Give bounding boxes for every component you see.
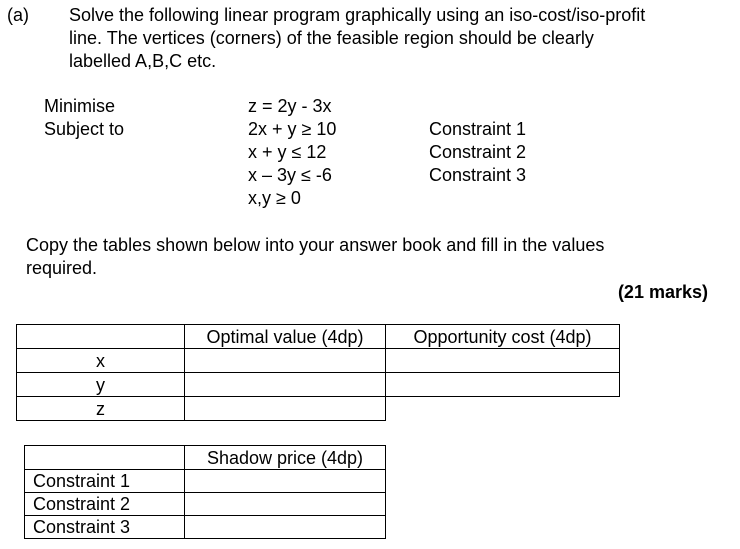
table-row (25, 470, 386, 493)
copy-tables-line-2: required. (26, 258, 98, 278)
constraint-2-expr: x + y ≤ 12 (248, 142, 327, 162)
row-label-constraint-3: Constraint 3 (25, 516, 185, 539)
table-row (17, 373, 620, 397)
instruction-line-1: Solve the following linear program graphically using an iso-cost/iso-profit (69, 5, 646, 25)
constraint-1-label: Constraint 1 (429, 119, 527, 139)
optimal-value-table (16, 324, 620, 421)
table-cell[interactable] (17, 325, 185, 349)
table-cell[interactable] (185, 470, 386, 493)
constraint-3-expr: x – 3y ≤ -6 (248, 165, 332, 185)
table-header-row (25, 446, 386, 470)
nonnegativity-constraint: x,y ≥ 0 (248, 188, 301, 208)
constraint-1-expr: 2x + y ≥ 10 (248, 119, 337, 139)
instruction-line-2: line. The vertices (corners) of the feasible region should be clearly (69, 28, 594, 48)
table-cell[interactable] (386, 373, 620, 397)
table-cell[interactable] (25, 446, 185, 470)
constraint-3-label: Constraint 3 (429, 165, 527, 185)
objective-function: z = 2y - 3x (248, 96, 332, 116)
table-row (25, 493, 386, 516)
part-label: (a) (7, 5, 29, 25)
row-label-z: z (17, 397, 185, 421)
table-row (17, 349, 620, 373)
optimal-value-header: Optimal value (4dp) (185, 325, 386, 349)
shadow-price-header: Shadow price (4dp) (185, 446, 386, 470)
empty-cell (386, 397, 620, 421)
row-label-constraint-1: Constraint 1 (25, 470, 185, 493)
table-header-row (17, 325, 620, 349)
row-label-y: y (17, 373, 185, 397)
row-label-x: x (17, 349, 185, 373)
table-cell[interactable] (185, 516, 386, 539)
table-cell[interactable] (185, 373, 386, 397)
table-cell[interactable] (185, 349, 386, 373)
table-cell[interactable] (386, 349, 620, 373)
instruction-line-3: labelled A,B,C etc. (69, 51, 217, 71)
copy-tables-line-1: Copy the tables shown below into your answer book and fill in the values (26, 235, 605, 255)
table-row (17, 397, 620, 421)
shadow-price-table (24, 445, 386, 539)
marks-label: (21 marks) (617, 282, 708, 302)
table-cell[interactable] (185, 397, 386, 421)
table-row (25, 516, 386, 539)
opportunity-cost-header: Opportunity cost (4dp) (386, 325, 620, 349)
minimise-label: Minimise (44, 96, 116, 116)
table-cell[interactable] (185, 493, 386, 516)
subject-to-label: Subject to (44, 119, 125, 139)
row-label-constraint-2: Constraint 2 (25, 493, 185, 516)
constraint-2-label: Constraint 2 (429, 142, 527, 162)
